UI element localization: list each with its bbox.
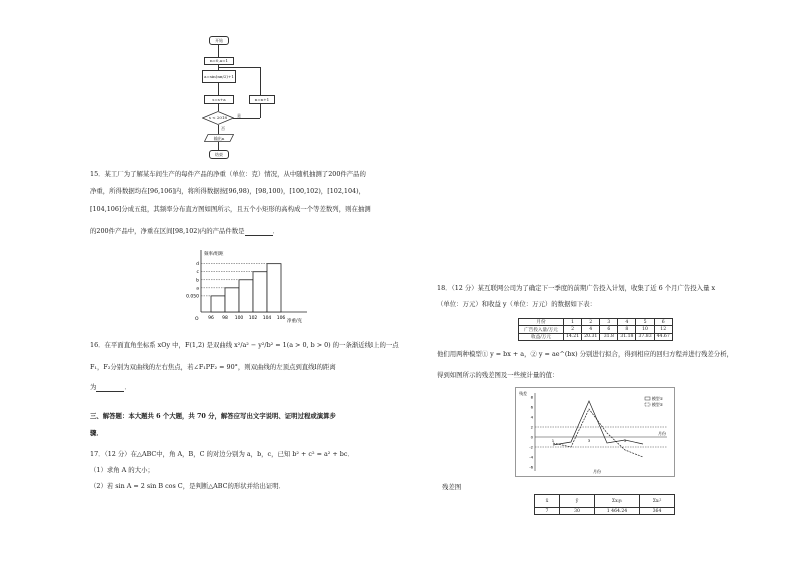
table-cell: 44.67 [654,333,672,340]
loop-line [260,67,261,95]
table-row-header: 广告投入量/万元 [519,326,564,333]
answer-blank [245,229,273,236]
table-row [519,326,673,333]
table-cell: 6 [600,326,618,333]
table-cell: 12 [654,326,672,333]
flow-init: n=0,a=1 [204,57,234,65]
hist-bar [211,296,225,312]
res-x-tick: 5 [623,438,627,443]
hist-y-tick: 0.050 [186,294,199,300]
hist-y-tick: b [196,278,199,284]
hist-bar [225,288,239,312]
table-cell: 31.18 [618,333,636,340]
flow-condition-text: s < 2018 [208,115,228,120]
flow-end: 结束 [209,150,229,159]
q17-sub2: （2）若 sin A = 2 sin B cos C，是判断△ABC的形状并给出证明． [90,482,286,490]
stats-table [534,494,675,515]
hist-y-tick: a [196,286,199,292]
stats-value-sum-x2: 364 [640,508,675,515]
residual-frame [516,388,675,477]
flow-sum: s=s+a [204,95,234,104]
table-cell: 6 [654,319,672,326]
hist-x-tick: 104 [262,316,272,321]
q18-line3: 他们用两种模型① y = bx + a，② y = ae^(bx) 分别进行拟合，得到相应的回归方程并进行残差分析， [437,350,733,358]
hist-bar [267,264,281,312]
q15-line4 [90,227,279,236]
q15-line2: 净重，所得数据均在[96,106]内，将所得数据按[96,98)，[98,100)，[100,102)，[102,104)， [90,187,366,195]
flow-arrow [218,43,219,57]
stats-header-sum-x2: Σxᵢ² [640,495,675,508]
q17-line1: 17．（12 分）在△ABC中，角 A，B，C 的对边分别为 a，b，c，已知 b² + c² = a² + bc． [90,450,354,458]
loop-line [218,67,260,68]
res-xlabel-arrow: 月份 [658,431,666,436]
res-legend-model1: 模型① [652,396,663,401]
hist-y-tick: d [196,262,199,268]
table-cell: 37.83 [636,333,654,340]
q16-end-mark: ． [124,383,131,391]
stats-value-xbar: 7 [535,508,560,515]
stats-header-xbar: x̄ [535,495,560,508]
res-legend-model2: 模型② [652,402,663,407]
table-cell: 20.31 [582,333,600,340]
flow-arrow [218,81,219,95]
q18-line2: （单位：万元）和收益 y（单位：万元）的数据如下表： [437,300,597,308]
table-cell: 3 [600,319,618,326]
hist-x-tick: 106 [276,316,286,321]
table-cell: 4 [582,326,600,333]
flow-output-text: 输出n [213,136,225,141]
section3-title-cont: 骤． [90,429,103,437]
q18-line4: 得到如图所示的残差图及一些统计量的值： [437,371,559,379]
flow-yes: 是 [237,113,241,118]
hist-x-tick: 98 [222,316,228,321]
res-y-tick: -2 [529,444,533,450]
flow-no: 否 [221,126,225,131]
flow-start: 开始 [209,36,229,45]
stats-header-ybar: ȳ [560,495,595,508]
q16-line3-text: 为 [90,383,97,391]
table-row-header: 月份 [519,319,564,326]
table-row-header: 收益/万元 [519,333,564,340]
stats-header-sum-xy: Σxᵢyᵢ [595,495,640,508]
q15-line1: 15．某工厂为了解某车间生产的每件产品的净重（单位：克）情况，从中随机抽测了200件产品的 [90,170,366,178]
res-x-tick: 1 [551,438,555,443]
hist-x-tick: 96 [208,316,214,321]
res-y-tick: 2 [530,424,533,430]
table-row [519,333,673,340]
q16-line2: F₁，F₂分别为双曲线的左右焦点，若∠F₁PF₂ = 90°，则双曲线的左顶点到直线l的距离 [90,363,336,371]
table-cell: 2 [564,326,582,333]
q15-line4-text: 的200件产品中，净重在区间[98,102)内的产品件数是 [90,227,245,235]
table-cell: 14.21 [564,333,582,340]
res-y-tick: 8 [530,394,533,400]
residual-figure-label: 残差图 [442,483,462,491]
q18-line1: 18．（12 分）某互联网公司为了确定下一季度的前期广告投入计划，收集了近 6 个月广告投入量 x [437,284,716,292]
table-cell: 10 [636,326,654,333]
q17-sub1: （1）求角 A 的大小； [90,466,154,474]
q16-line3 [90,383,131,392]
hist-bar [253,272,267,312]
table-cell: 5 [636,319,654,326]
hist-y-tick: c [196,270,199,276]
table-cell: 8 [618,326,636,333]
residual-chart [515,387,675,477]
table-row [519,319,673,326]
answer-blank [96,385,124,392]
histogram-chart [165,246,315,324]
table-cell: 4 [618,319,636,326]
stats-value-ybar: 30 [560,508,595,515]
q15-end-mark: ． [272,227,279,235]
res-y-tick: 4 [530,414,533,420]
flow-incr: n=n+1 [249,95,275,104]
q15-line3: [104,106]分成五组，其频率分布直方图如图所示，且五个小矩形的高构成一个等差数列，则在抽测 [90,205,371,213]
loop-line [260,102,261,118]
res-x-tick: 3 [587,438,591,443]
res-ylabel: 残差 [519,391,527,396]
flow-assign: a=sin(nπ/2)+1 [202,70,236,83]
res-y-tick: -6 [529,464,533,470]
section3-title: 三、解答题：本大题共 6 个大题，共 70 分，解答应写出文字说明、证明过程或演算步 [90,412,336,420]
res-y-tick: 0 [530,434,533,440]
hist-x-tick: 102 [248,316,258,321]
res-xlabel: 月份 [593,469,601,474]
hist-x-tick: 100 [234,316,244,321]
table-cell: 31.8 [600,333,618,340]
res-y-tick: -4 [529,454,533,460]
stats-value-sum-xy: 1 464.24 [595,508,640,515]
hist-origin: O [195,317,199,322]
table-cell: 1 [564,319,582,326]
ad-revenue-table [518,318,673,341]
hist-xlabel: 净重/克 [287,319,303,324]
table-cell: 2 [582,319,600,326]
hist-bar [239,280,253,312]
hist-ylabel: 频率/组距 [204,252,224,257]
flow-arrow [218,125,219,134]
flow-arrow [218,142,219,150]
res-y-tick: 6 [530,404,533,410]
q16-line1: 16．在平面直角坐标系 xOy 中，F(1,2) 是双曲线 x²/a² − y²/b² = 1(a > 0, b > 0) 的一条渐近线l上的一点 [90,341,399,349]
